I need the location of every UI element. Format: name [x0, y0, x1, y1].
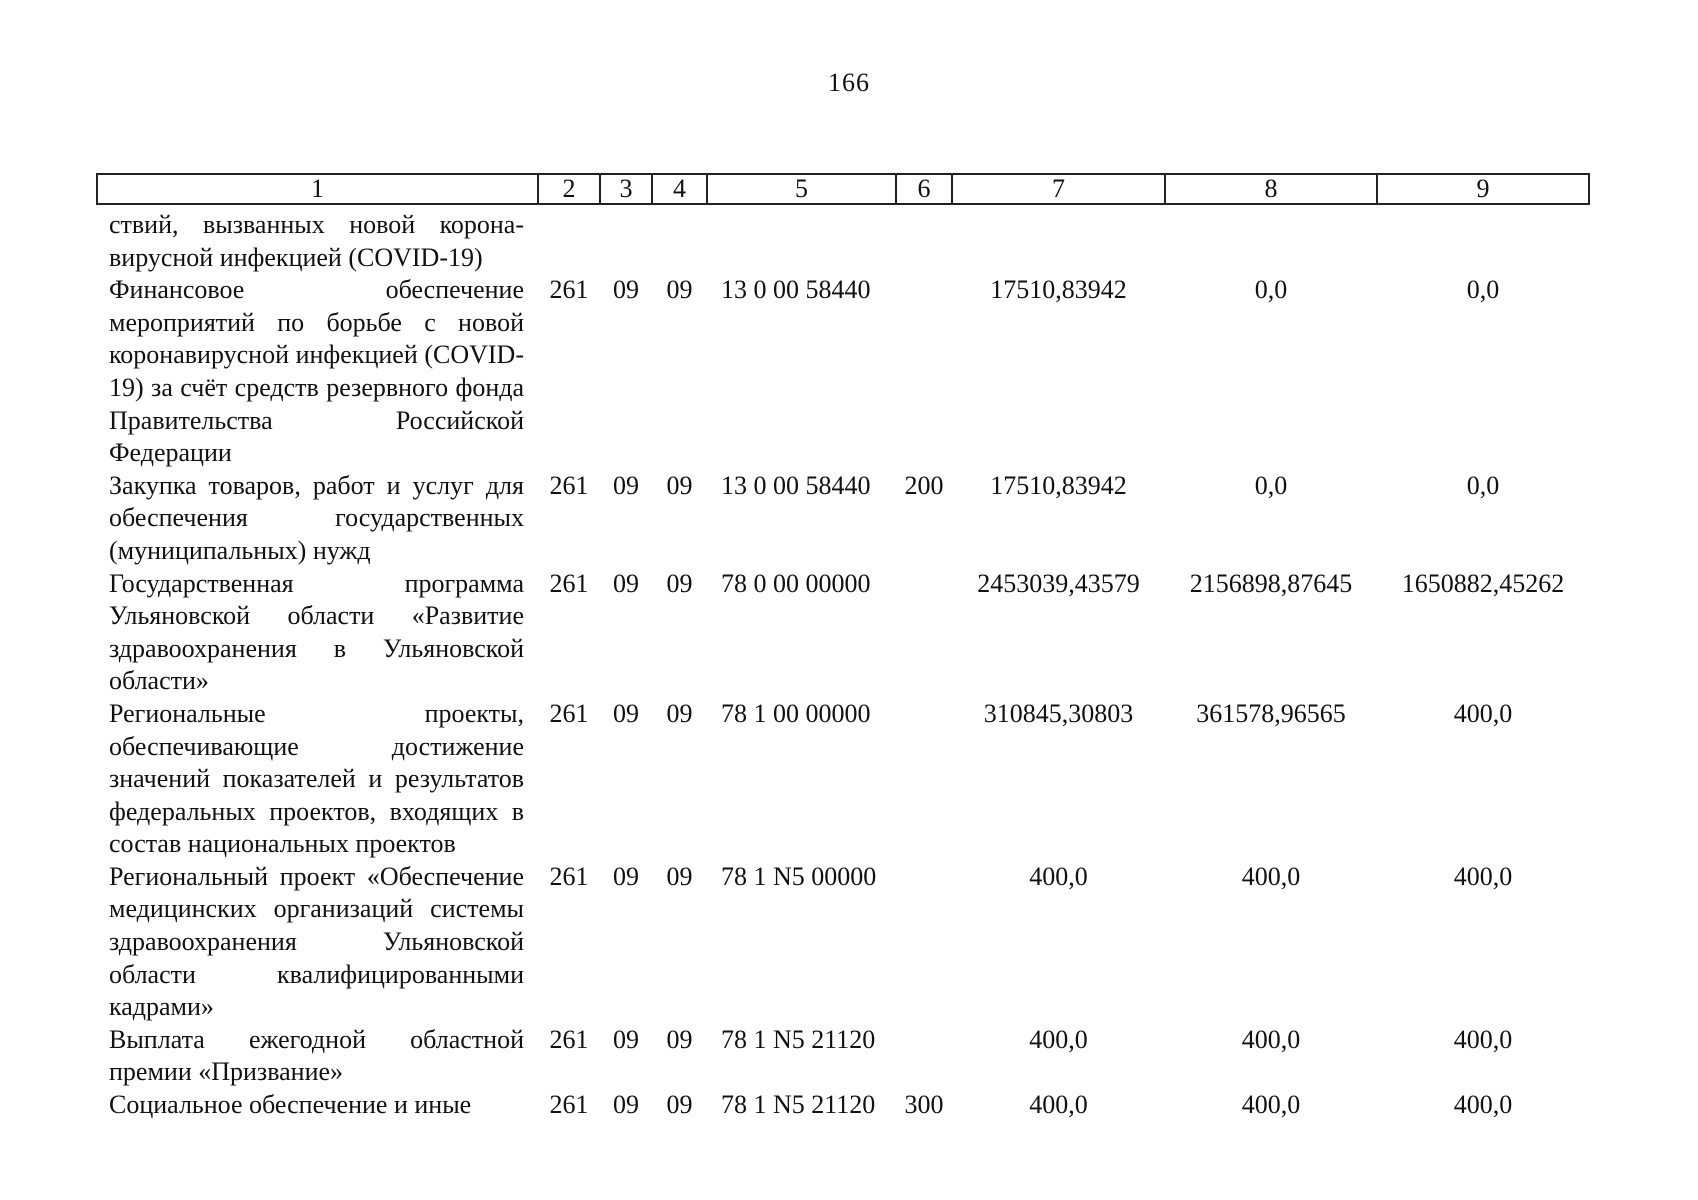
column-header: 8 — [1165, 174, 1377, 204]
table-row — [97, 568, 1589, 698]
cell-col7: 2453039,43579 — [977, 568, 1140, 598]
table-row — [97, 274, 1589, 470]
column-header: 1 — [97, 174, 538, 204]
cell-col4: 09 — [666, 470, 693, 500]
cell-col7: 310845,30803 — [983, 698, 1134, 728]
table-row — [97, 861, 1589, 1024]
cell-col9: 400,0 — [1453, 698, 1513, 728]
cell-col8: 2156898,87645 — [1189, 568, 1353, 598]
cell-col3: 09 — [613, 568, 639, 598]
cell-col2: 261 — [549, 470, 589, 500]
cell-col4: 09 — [666, 568, 693, 598]
row-description: ствий, вызванных новой корона-вирусной инфекцией (COVID-19) — [109, 210, 524, 272]
cell-col4: 09 — [666, 1024, 693, 1054]
cell-col4: 09 — [666, 861, 693, 891]
cell-col6: 200 — [904, 470, 944, 500]
cell-col8: 361578,96565 — [1196, 698, 1346, 728]
cell-col6: 300 — [904, 1090, 944, 1120]
row-description: Региональный проект «Обеспечение медицинских организаций системы здравоохранения Ульяновской области квалифицированными кадрами» — [109, 861, 524, 1022]
cell-col4: 09 — [666, 275, 693, 305]
cell-col9: 1650882,45262 — [1401, 568, 1565, 598]
cell-col3: 09 — [613, 1024, 639, 1054]
cell-col5: 13 0 00 58440 — [721, 275, 871, 305]
cell-col3: 09 — [613, 470, 639, 500]
cell-col3: 09 — [613, 698, 639, 728]
cell-col6 — [896, 861, 952, 1024]
row-description: Социальное обеспечение и иные — [109, 1090, 472, 1120]
cell-col9: 0,0 — [1466, 470, 1500, 500]
cell-col6 — [896, 698, 952, 861]
column-header: 9 — [1377, 174, 1589, 204]
cell-col2: 261 — [549, 1024, 589, 1054]
cell-col9: 0,0 — [1466, 275, 1500, 305]
cell-col5: 78 0 00 00000 — [721, 568, 871, 598]
cell-col8: 400,0 — [1241, 861, 1301, 891]
cell-col7 — [952, 204, 1165, 274]
cell-col3: 09 — [613, 1090, 639, 1120]
cell-col7: 17510,83942 — [990, 275, 1127, 305]
cell-col2 — [538, 204, 600, 274]
cell-col6 — [896, 204, 952, 274]
cell-col3: 09 — [613, 275, 639, 305]
row-description: Финансовое обеспечение мероприятий по борьбе с новой коронавирусной инфекцией (COVID-19) за счёт средств резервного фонда Правительства Российской Федерации — [109, 275, 524, 468]
cell-col2: 261 — [549, 275, 589, 305]
column-header: 2 — [538, 174, 600, 204]
cell-col8: 400,0 — [1241, 1024, 1301, 1054]
cell-col8: 0,0 — [1254, 470, 1288, 500]
row-description: Закупка товаров, работ и услуг для обеспечения государственных (муниципальных) нужд — [109, 470, 524, 565]
page-number: 166 — [828, 68, 870, 97]
table-row — [97, 698, 1589, 861]
cell-col9: 400,0 — [1453, 1024, 1513, 1054]
row-description: Выплата ежегодной областной премии «Призвание» — [109, 1024, 524, 1087]
row-description: Региональные проекты, обеспечивающие достижение значений показателей и результатов федеральных проектов, входящих в состав национальных проектов — [109, 698, 524, 859]
column-header: 3 — [600, 174, 652, 204]
cell-col3: 09 — [613, 861, 639, 891]
table-header — [97, 174, 1589, 204]
cell-col6 — [896, 274, 952, 470]
cell-col7: 400,0 — [1029, 1024, 1088, 1054]
cell-col5: 78 1 N5 21120 — [721, 1024, 876, 1054]
cell-col4: 09 — [666, 1090, 693, 1120]
column-header: 4 — [652, 174, 707, 204]
cell-col5: 13 0 00 58440 — [721, 470, 871, 500]
table-row — [97, 470, 1589, 568]
cell-col8 — [1165, 204, 1377, 274]
cell-col9 — [1377, 204, 1589, 274]
cell-col9: 400,0 — [1453, 861, 1513, 891]
column-header: 6 — [896, 174, 952, 204]
cell-col6 — [896, 568, 952, 698]
cell-col2: 261 — [549, 698, 589, 728]
cell-col5: 78 1 N5 00000 — [721, 861, 877, 891]
cell-col2: 261 — [549, 1090, 589, 1120]
cell-col7: 400,0 — [1029, 861, 1088, 891]
cell-col4 — [652, 204, 707, 274]
cell-col8: 400,0 — [1241, 1090, 1301, 1120]
row-description: Государственная программа Ульяновской области «Развитие здравоохранения в Ульяновской области» — [109, 568, 524, 696]
cell-col8: 0,0 — [1254, 275, 1288, 305]
cell-col4: 09 — [666, 698, 693, 728]
cell-col7: 17510,83942 — [990, 470, 1127, 500]
table-body — [97, 204, 1589, 1122]
cell-col5 — [707, 204, 896, 274]
column-header: 7 — [952, 174, 1165, 204]
column-header: 5 — [707, 174, 896, 204]
cell-col3 — [600, 204, 652, 274]
cell-col7: 400,0 — [1029, 1090, 1088, 1120]
cell-col5: 78 1 00 00000 — [721, 698, 871, 728]
cell-col2: 261 — [549, 861, 589, 891]
cell-col6 — [896, 1024, 952, 1089]
header-row — [97, 174, 1589, 204]
cell-col9: 400,0 — [1453, 1090, 1513, 1120]
table-row — [97, 204, 1589, 274]
cell-col2: 261 — [549, 568, 589, 598]
table-row — [97, 1024, 1589, 1089]
budget-table — [96, 173, 1590, 1122]
cell-col5: 78 1 N5 21120 — [721, 1090, 876, 1120]
table-row — [97, 1089, 1589, 1122]
